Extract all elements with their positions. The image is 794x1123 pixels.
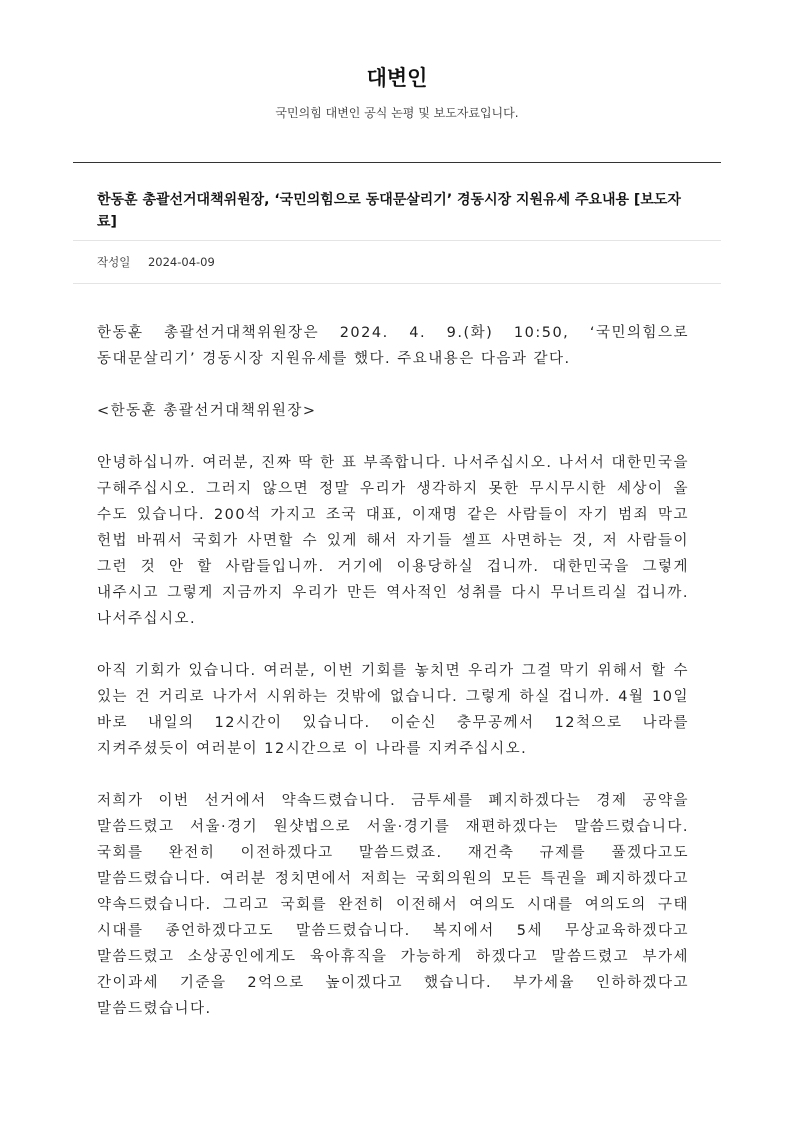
post-meta — [97, 254, 215, 270]
site-subtitle: 국민의힘 대변인 공식 논평 및 보도자료입니다. — [275, 106, 519, 120]
article-body — [97, 320, 689, 1048]
header-divider — [73, 162, 721, 163]
post-title: 한동훈 총괄선거대책위원장, ‘국민의힘으로 동대문살리기’ 경동시장 지원유세 주요내용 [보도자료] — [97, 192, 681, 231]
site-title[interactable]: 대변인 — [366, 66, 428, 90]
article-paragraph: 안녕하십니까. 여러분, 진짜 딱 한 표 부족합니다. 나서주십시오. 나서서 대한민국을 구해주십시오. 그러지 않으면 정말 우리가 생각하지 못한 무시무시한 세상이 올 수도 있습니다. 200석 가지고 조국 대표, 이재명 같은 사람들이 자기 범죄 막고 헌법 바꿔서 국회가 사면할 수 있게 해서 자기들 셀프 사면하는 것, 저 사람들이 그런 것 안 할 사람들입니까. 거기에 이용당하실 겁니까. 대한민국을 그렇게 내주시고 그렇게 지금까지 우리가 만든 역사적인 성취를 다시 무너트리실 겁니까. 나서주십시오. — [97, 455, 689, 627]
date-label: 작성일 — [97, 255, 131, 269]
article-paragraph: 저희가 이번 선거에서 약속드렸습니다. 금투세를 폐지하겠다는 경제 공약을 말씀드렸고 서울·경기 원샷법으로 서울·경기를 재편하겠다는 말씀드렸습니다. 국회를 완전히 이전하겠다고 말씀드렸죠. 재건축 규제를 풀겠다고도 말씀드렸습니다. 여러분 정치면에서 저희는 국회의원의 모든 특권을 폐지하겠다고 약속드렸습니다. 그리고 국회를 완전히 이전해서 여의도 시대를 여의도의 구태 시대를 종언하겠다고도 말씀드렸습니다. 복지에서 5세 무상교육하겠다고 말씀드렸고 소상공인에게도 육아휴직을 가능하게 하겠다고 말씀드렸고 부가세 간이과세 기준을 2억으로 높이겠다고 했습니다. 부가세율 인하하겠다고 말씀드렸습니다. — [97, 793, 689, 1017]
article-speaker-heading: <한동훈 총괄선거대책위원장> — [97, 403, 317, 419]
post-date: 2024-04-09 — [147, 255, 215, 269]
title-divider — [73, 240, 721, 241]
meta-divider — [73, 283, 721, 284]
article-paragraph: 아직 기회가 있습니다. 여러분, 이번 기회를 놓치면 우리가 그걸 막기 위해서 할 수 있는 건 거리로 나가서 시위하는 것밖에 없습니다. 그렇게 하실 겁니까. 4월 10일 바로 내일의 12시간이 있습니다. 이순신 충무공께서 12척으로 나라를 지켜주셨듯이 여러분이 12시간으로 이 나라를 지켜주십시오. — [97, 663, 689, 757]
article-paragraph-intro: 한동훈 총괄선거대책위원장은 2024. 4. 9.(화) 10:50, ‘국민의힘으로 동대문살리기’ 경동시장 지원유세를 했다. 주요내용은 다음과 같다. — [97, 325, 689, 367]
